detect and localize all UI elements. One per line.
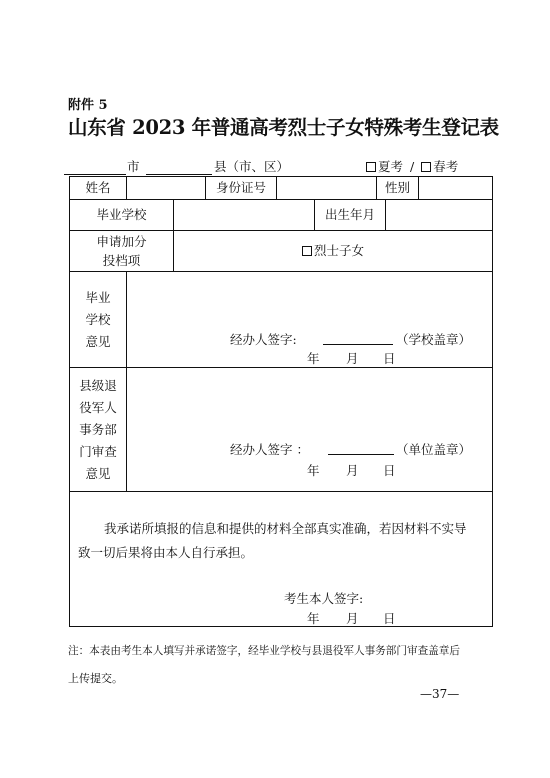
bonus-item-label-line2: 投档项 <box>102 253 141 268</box>
form-title: 山东省 2023 年普通高考烈士子女特殊考生登记表 <box>68 116 499 139</box>
veterans-date-month: 月 <box>346 463 359 478</box>
pledge-date-day: 日 <box>383 611 396 626</box>
veterans-opinion-label-line: 门审查 <box>79 443 117 459</box>
registration-form-table <box>69 176 493 627</box>
veterans-opinion-label-line: 意见 <box>85 465 111 481</box>
martyr-child-label: 烈士子女 <box>313 243 364 259</box>
veterans-date-year: 年 <box>307 463 320 478</box>
school-input[interactable] <box>174 200 314 230</box>
exam-separator: / <box>410 159 415 174</box>
bonus-item-label-line1: 申请加分 <box>96 233 147 249</box>
pledge-text-line2: 致一切后果将由本人自行承担。 <box>78 545 254 560</box>
veterans-opinion-label-line: 事务部 <box>79 421 117 437</box>
pledge-date-year: 年 <box>307 611 320 626</box>
county-label: 县（市、区） <box>214 159 290 174</box>
school-seal-label: （学校盖章） <box>396 332 472 347</box>
bonus-item-label <box>70 231 173 271</box>
pledge-text-line1: 我承诺所填报的信息和提供的材料全部真实准确，若因材料不实导 <box>104 521 467 536</box>
veterans-signer-label: 经办人签字 ： <box>230 442 309 457</box>
page-number: —37— <box>420 687 460 701</box>
pledge-date-month: 月 <box>346 611 359 626</box>
veterans-seal-label: （单位盖章） <box>396 442 472 457</box>
gender-label: 性别 <box>384 180 410 196</box>
veterans-opinion-label-line: 县级退 <box>79 377 117 393</box>
school-label: 毕业学校 <box>96 207 147 223</box>
veterans-opinion-label <box>70 368 126 491</box>
city-blank[interactable] <box>64 174 126 175</box>
spring-exam-checkbox[interactable] <box>421 162 431 172</box>
birth-month-input[interactable] <box>386 200 492 230</box>
school-signer-label: 经办人签字: <box>230 332 297 347</box>
school-opinion-label-line: 意见 <box>85 333 111 349</box>
spring-exam-label: 春考 <box>433 159 459 174</box>
name-input[interactable] <box>127 177 205 199</box>
martyr-child-option[interactable] <box>174 231 492 271</box>
school-opinion-label <box>70 272 126 367</box>
summer-exam-label: 夏考 <box>378 159 404 174</box>
veterans-date-day: 日 <box>383 463 396 478</box>
id-number-label: 身份证号 <box>215 180 266 196</box>
school-opinion-label-line: 毕业 <box>85 289 111 305</box>
veterans-opinion-label-line: 役军人 <box>79 399 117 415</box>
school-date-year: 年 <box>307 351 320 366</box>
candidate-signature-field[interactable] <box>366 602 426 603</box>
gender-input[interactable] <box>419 177 492 199</box>
footnote-line2: 上传提交。 <box>68 672 123 685</box>
header-line <box>64 159 494 177</box>
id-number-input[interactable] <box>277 177 376 199</box>
footnote-line1: 注：本表由考生本人填写并承诺签字，经毕业学校与县退役军人事务部门审查盖章后 <box>68 645 460 657</box>
school-opinion-label-line: 学校 <box>85 311 111 327</box>
summer-exam-checkbox[interactable] <box>366 162 376 172</box>
city-label: 市 <box>127 159 140 174</box>
name-label: 姓名 <box>85 180 111 196</box>
footnote <box>68 637 488 693</box>
birth-month-label: 出生年月 <box>324 207 375 223</box>
attachment-label: 附件 5 <box>68 98 108 113</box>
county-blank[interactable] <box>146 174 212 175</box>
veterans-signature-field[interactable] <box>328 454 394 455</box>
school-date-month: 月 <box>346 351 359 366</box>
martyr-child-checkbox[interactable] <box>302 246 312 256</box>
school-date-day: 日 <box>383 351 396 366</box>
candidate-signer-label: 考生本人签字: <box>284 591 364 606</box>
school-signature-field[interactable] <box>323 344 393 345</box>
